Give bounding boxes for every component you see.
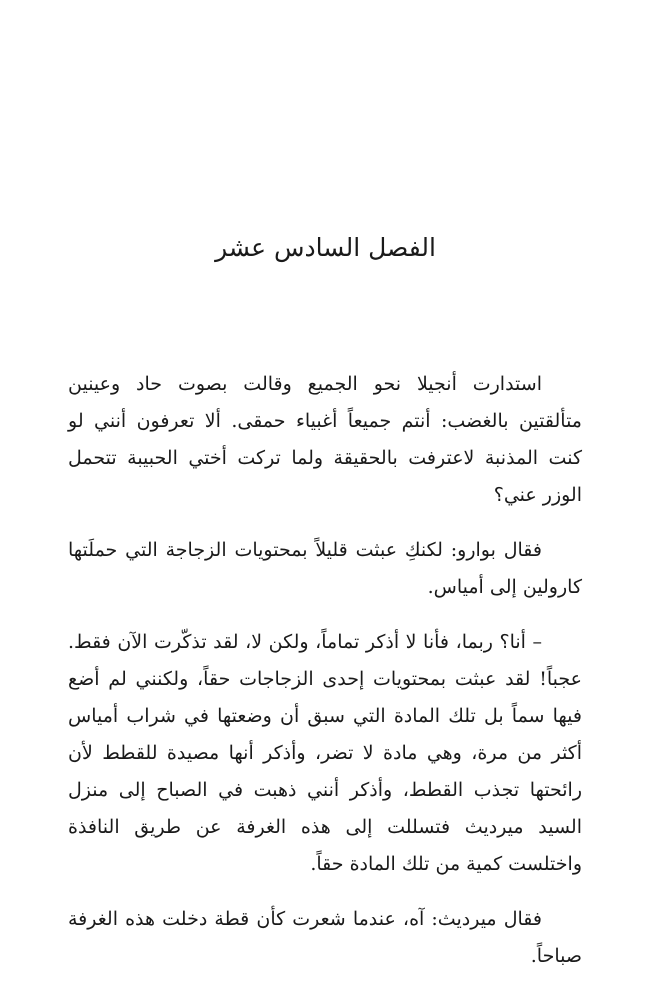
paragraph: استدارت أنجيلا نحو الجميع وقالت بصوت حاد وعينين متألقتين بالغضب: أنتم جميعاً أغبياء حمقى. ألا تعرفون أنني لو كنت المذنبة لاعترفت بالحقيقة ولما تركت أختي الحبيبة تتحمل الوزر عني؟ (68, 373, 582, 506)
paragraph: فقال ميرديث: آه، عندما شعرت كأن قطة دخلت هذه الغرفة صباحاً. (68, 908, 582, 967)
chapter-title: الفصل السادس عشر (215, 233, 436, 262)
paragraph: فقال بوارو: لكنكِ عبثت قليلاً بمحتويات الزجاجة التي حملَتها كارولين إلى أمياس. (68, 539, 582, 598)
paragraph: – أنا؟ ربما، فأنا لا أذكر تماماً، ولكن لا، لقد تذكّرت الآن فقط. عجباً! لقد عبثت بمحتويات إحدى الزجاجات حقاً، ولكنني لم أضع فيها سماً بل تلك المادة التي سبق أن وضعتها في شراب أمياس أكثر من مرة، وهي مادة لا تضر، وأذكر أنها مصيدة للقطط لأن رائحتها تجذب القطط، وأذكر أنني ذهبت في الصباح إلى منزل السيد ميرديث فتسللت إلى هذه الغرفة عن طريق النافذة واختلست كمية من تلك المادة حقاً. (68, 631, 582, 875)
chapter-body (68, 366, 582, 993)
